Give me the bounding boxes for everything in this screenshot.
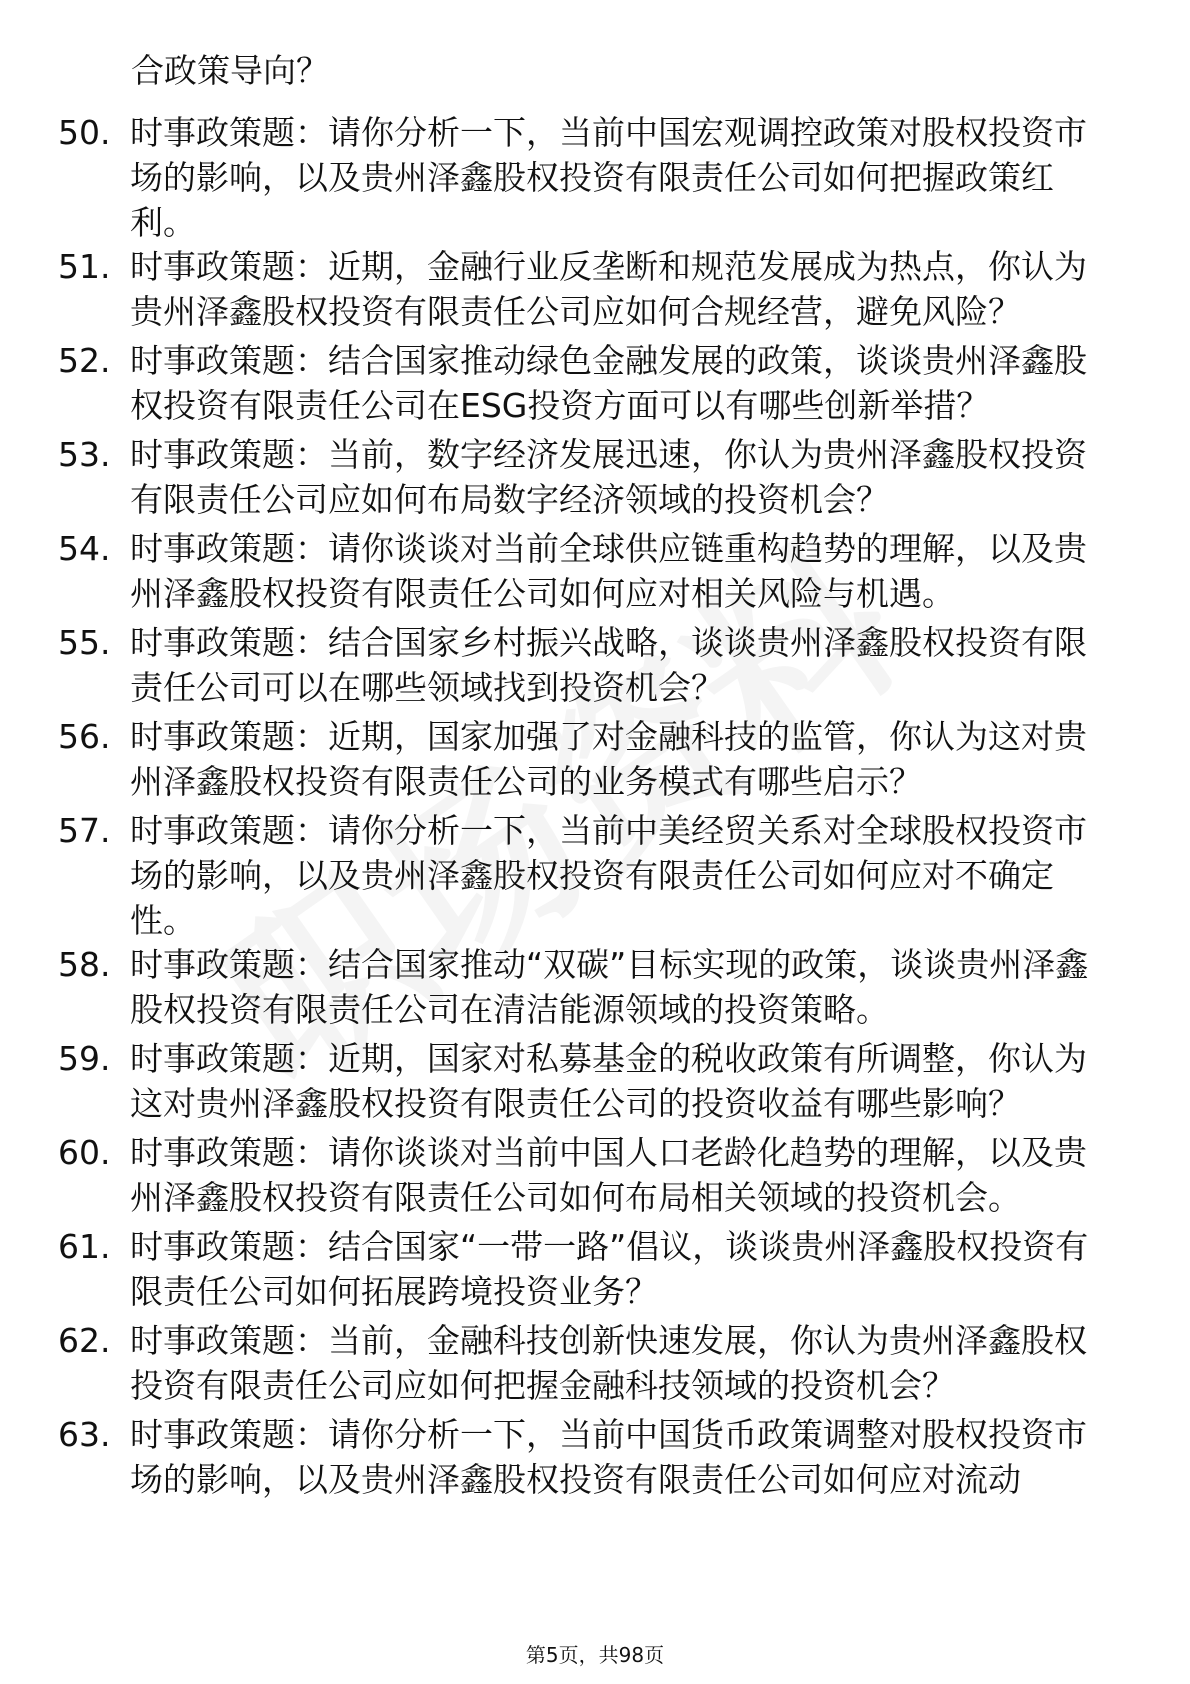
question-number: 57.	[58, 811, 111, 850]
continuation-text: 合政策导向？	[131, 51, 329, 90]
question-number: 60.	[58, 1133, 111, 1172]
question-text: 时事政策题：请你分析一下，当前中国货币政策调整对股权投资市场的影响，以及贵州泽鑫股权投资有限责任公司如何应对流动	[130, 1415, 1087, 1499]
question-text: 时事政策题：当前，金融科技创新快速发展，你认为贵州泽鑫股权投资有限责任公司应如何把握金融科技领域的投资机会？	[130, 1321, 1087, 1405]
question-number: 50.	[58, 113, 111, 152]
question-text: 时事政策题：结合国家“一带一路”倡议，谈谈贵州泽鑫股权投资有限责任公司如何拓展跨境投资业务？	[130, 1227, 1089, 1311]
question-number: 51.	[58, 247, 111, 286]
question-text: 时事政策题：近期，国家对私募基金的税收政策有所调整，你认为这对贵州泽鑫股权投资有限责任公司的投资收益有哪些影响？	[130, 1039, 1087, 1123]
question-number: 56.	[58, 717, 111, 756]
question-text: 时事政策题：请你分析一下，当前中美经贸关系对全球股权投资市场的影响，以及贵州泽鑫股权投资有限责任公司如何应对不确定性。	[130, 811, 1087, 940]
question-text: 时事政策题：近期，金融行业反垄断和规范发展成为热点，你认为贵州泽鑫股权投资有限责任公司应如何合规经营，避免风险？	[130, 247, 1087, 331]
question-number: 63.	[58, 1415, 111, 1454]
page-footer: 第5页，共98页	[525, 1643, 665, 1667]
question-text: 时事政策题：结合国家推动绿色金融发展的政策，谈谈贵州泽鑫股权投资有限责任公司在ESG投资方面可以有哪些创新举措？	[130, 341, 1087, 425]
question-number: 52.	[58, 341, 111, 380]
question-text: 时事政策题：请你分析一下，当前中国宏观调控政策对股权投资市场的影响，以及贵州泽鑫股权投资有限责任公司如何把握政策红利。	[130, 113, 1087, 242]
question-number: 55.	[58, 623, 111, 662]
question-number: 53.	[58, 435, 111, 474]
question-number: 61.	[58, 1227, 111, 1266]
question-text: 时事政策题：请你谈谈对当前中国人口老龄化趋势的理解，以及贵州泽鑫股权投资有限责任公司如何布局相关领域的投资机会。	[130, 1133, 1087, 1217]
question-number: 62.	[58, 1321, 111, 1360]
question-number: 59.	[58, 1039, 111, 1078]
question-text: 时事政策题：当前，数字经济发展迅速，你认为贵州泽鑫股权投资有限责任公司应如何布局数字经济领域的投资机会？	[130, 435, 1087, 519]
question-text: 时事政策题：请你谈谈对当前全球供应链重构趋势的理解，以及贵州泽鑫股权投资有限责任公司如何应对相关风险与机遇。	[130, 529, 1087, 613]
question-number: 54.	[58, 529, 111, 568]
question-text: 时事政策题：结合国家推动“双碳”目标实现的政策，谈谈贵州泽鑫股权投资有限责任公司在清洁能源领域的投资策略。	[130, 945, 1089, 1029]
question-text: 时事政策题：结合国家乡村振兴战略，谈谈贵州泽鑫股权投资有限责任公司可以在哪些领域找到投资机会？	[130, 623, 1087, 707]
question-number: 58.	[58, 945, 111, 984]
question-text: 时事政策题：近期，国家加强了对金融科技的监管，你认为这对贵州泽鑫股权投资有限责任公司的业务模式有哪些启示？	[130, 717, 1087, 801]
